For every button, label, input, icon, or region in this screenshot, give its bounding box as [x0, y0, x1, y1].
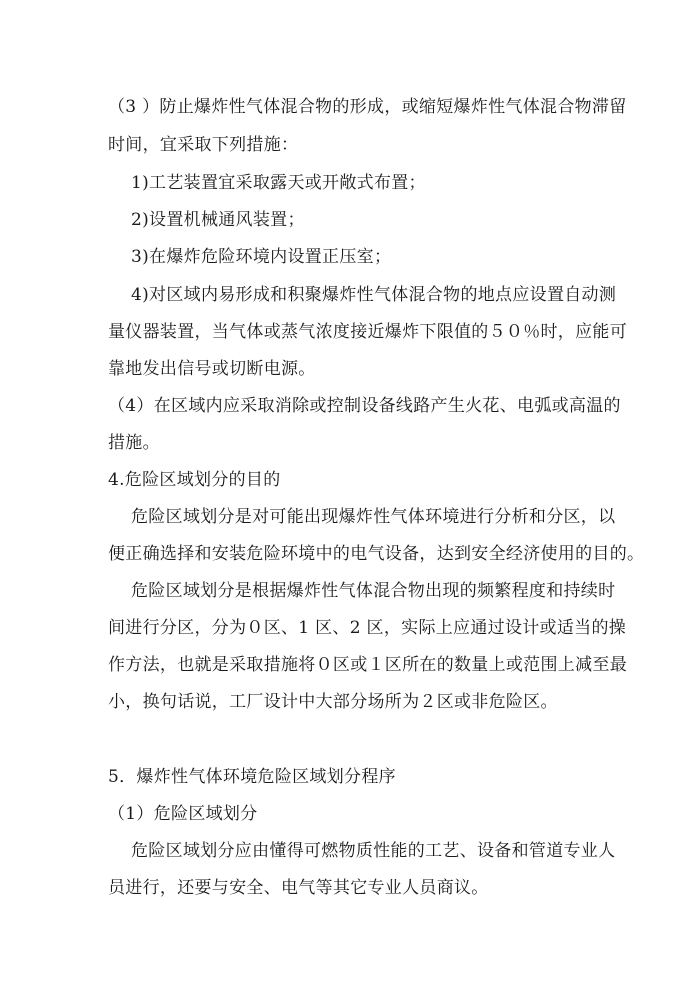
subsection-heading: （1）危险区域划分: [108, 804, 258, 824]
text-line: 间进行分区，分为０区、1 区、2 区，实际上应通过设计或适当的操: [108, 618, 627, 638]
text-line: 便正确选择和安装危险环境中的电气设备，达到安全经济使用的目的。: [108, 544, 645, 564]
text-line: 危险区域划分是根据爆炸性气体混合物出现的频繁程度和持续时: [131, 581, 616, 601]
section-heading: 4.危险区域划分的目的: [108, 470, 281, 490]
text-line: 危险区域划分是对可能出现爆炸性气体环境进行分析和分区，以: [131, 507, 616, 527]
text-line: 靠地发出信号或切断电源。: [108, 359, 316, 379]
text-line: 2)设置机械通风装置；: [131, 210, 305, 230]
text-line: 量仪器装置，当气体或蒸气浓度接近爆炸下限值的５０％时，应能可: [108, 322, 627, 342]
text-line: 3)在爆炸危险环境内设置正压室；: [131, 247, 392, 267]
text-line: 时间，宜采取下列措施：: [108, 135, 299, 155]
text-line: 员进行，还要与安全、电气等其它专业人员商议。: [108, 878, 489, 898]
text-line: 作方法，也就是采取措施将０区或１区所在的数量上或范围上减至最: [108, 655, 627, 675]
section-heading: 5．爆炸性气体环境危险区域划分程序: [108, 767, 396, 787]
text-line: 1)工艺装置宜采取露天或开敞式布置；: [131, 173, 426, 193]
text-line: 措施。: [108, 433, 160, 453]
text-line: 4)对区域内易形成和积聚爆炸性气体混合物的地点应设置自动测: [131, 285, 617, 305]
text-line: （4）在区域内应采取消除或控制设备线路产生火花、电弧或高温的: [108, 396, 621, 416]
text-line: 小，换句话说，工厂设计中大部分场所为２区或非危险区。: [108, 692, 558, 712]
text-line: 危险区域划分应由懂得可燃物质性能的工艺、设备和管道专业人: [131, 841, 616, 861]
text-line: （3 ）防止爆炸性气体混合物的形成，或缩短爆炸性气体混合物滞留: [108, 97, 627, 117]
